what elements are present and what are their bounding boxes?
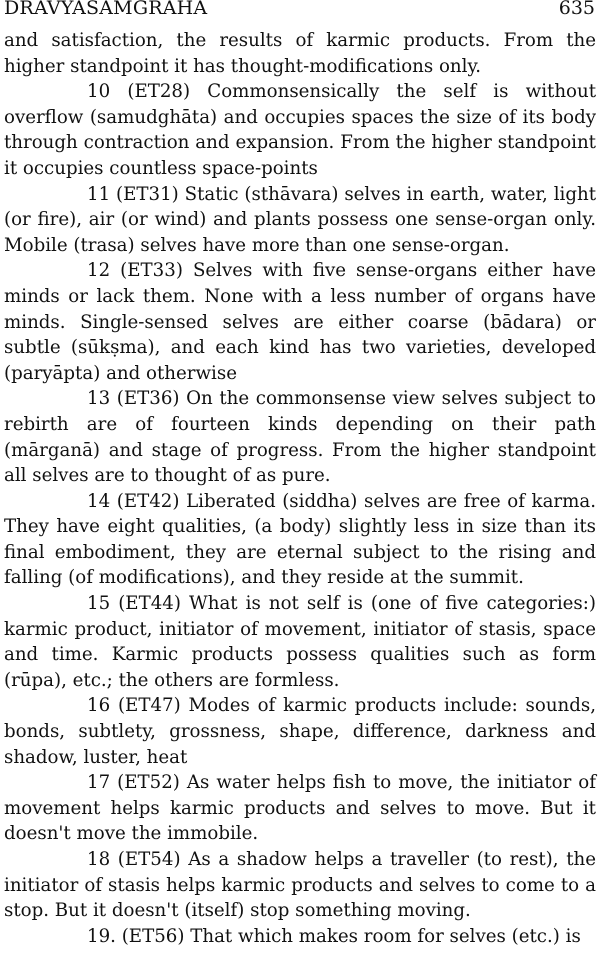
paragraph: 12 (ET33) Selves with five sense-organs either have minds or lack them. None with a less number of organs have minds. Single-sensed selves are either coarse (bādara) or subtle (sūkṣma), and each kind has two varieties, developed (paryāpta) and otherwise	[4, 260, 596, 384]
page-number: 635	[558, 0, 595, 19]
paragraph: 18 (ET54) As a shadow helps a traveller (to rest), the initiator of stasis helps karmic products and selves to come to a stop. But it doesn't (itself) stop something moving.	[4, 849, 596, 922]
paragraph: 16 (ET47) Modes of karmic products include: sounds, bonds, subtlety, grossness, shape, difference, darkness and shadow, luster, heat	[4, 695, 596, 768]
paragraph: 11 (ET31) Static (sthāvara) selves in earth, water, light (or fire), air (or wind) and plants possess one sense-organ only. Mobile (trasa) selves have more than one sense-organ.	[4, 183, 596, 256]
running-title: DRAVYASAMGRAHA	[4, 0, 208, 19]
paragraph: 19. (ET56) That which makes room for selves (etc.) is	[87, 925, 581, 947]
paragraph: 14 (ET42) Liberated (siddha) selves are free of karma. They have eight qualities, (a body) slightly less in size than its final embodiment, they are eternal subject to the rising and falling (of modifications), and they reside at the summit.	[4, 490, 596, 589]
running-header	[4, 0, 596, 24]
paragraph: 15 (ET44) What is not self is (one of five categories:) karmic product, initiator of movement, initiator of stasis, space and time. Karmic products possess qualities such as form (rūpa), etc.; the others are formless.	[4, 593, 596, 691]
page-body	[4, 28, 596, 949]
paragraph: and satisfaction, the results of karmic products. From the higher standpoint it has thought-modifications only.	[4, 30, 596, 77]
paragraph: 17 (ET52) As water helps fish to move, the initiator of movement helps karmic products and selves to move. But it doesn't move the immobile.	[4, 772, 596, 845]
paragraph: 10 (ET28) Commonsensically the self is without overflow (samudghāta) and occupies spaces the size of its body through contraction and expansion. From the higher standpoint it occupies countless space-points	[4, 81, 596, 179]
paragraph: 13 (ET36) On the commonsense view selves subject to rebirth are of fourteen kinds depending on their path (mārganā) and stage of progress. From the higher standpoint all selves are to thought of as pure.	[4, 388, 596, 487]
